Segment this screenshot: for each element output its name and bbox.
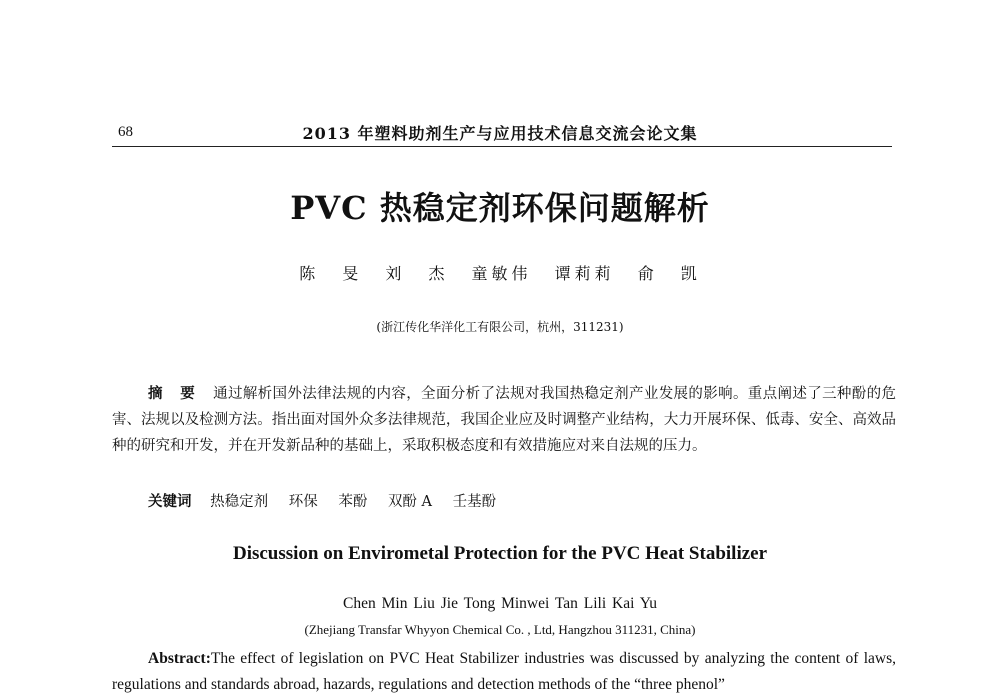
keyword-item: 苯酚: [338, 494, 368, 510]
keyword-item: 双酚 A: [387, 494, 433, 510]
paper-title-en: Discussion on Envirometal Protection for the PVC Heat Stabilizer: [232, 543, 768, 564]
affiliation-zh: (浙江传化华洋化工有限公司，杭州，311231): [376, 320, 624, 334]
abstract-zh-label: 摘 要: [148, 385, 202, 402]
authors-zh: 陈 旻 刘 杰 童敏伟 谭莉莉 俞 凯: [299, 264, 701, 283]
authors-en: Chen Min Liu Jie Tong Minwei Tan Lili Kai Yu: [343, 595, 657, 612]
keyword-item: 热稳定剂: [210, 494, 269, 510]
header-rule: [112, 146, 892, 147]
keyword-item: 壬基酚: [452, 494, 497, 510]
keyword-item: 环保: [288, 494, 318, 510]
abstract-zh-text: 通过解析国外法律法规的内容，全面分析了法规对我国热稳定剂产业发展的影响。重点阐述了三种酚的危害、法规以及检测方法。指出面对国外众多法律规范，我国企业应及时调整产业结构，大力开展环保、低毒、安全、高效品种的研究和开发，并在开发新品种的基础上，采取积极态度和有效措施应对来自法规的压力。: [112, 386, 896, 454]
paper-title-zh: PVC 热稳定剂环保问题解析: [290, 189, 710, 227]
page-number: 68: [118, 124, 133, 140]
journal-title: 2013 年塑料助剂生产与应用技术信息交流会论文集: [302, 124, 698, 143]
abstract-zh: [112, 381, 896, 459]
abstract-en: Abstract:The effect of legislation on PVC Heat Stabilizer industries was discussed by analyzing the content of laws, regulations and standards abroad, hazards, regulations and detection methods of the “three phenol”: [112, 650, 896, 693]
keywords-zh-label: 关键词: [148, 493, 192, 510]
keywords-zh: [148, 490, 512, 511]
abstract-en-label: Abstract: [148, 650, 206, 667]
abstract-en-text: The effect of legislation on PVC Heat Stabilizer industries was discussed by analyzing the content of laws, regulations and standards abroad, hazards, regulations and detection methods of the “three phenol”: [112, 650, 896, 693]
affiliation-en: (Zhejiang Transfar Whyyon Chemical Co. , Ltd, Hangzhou 311231, China): [304, 622, 696, 637]
